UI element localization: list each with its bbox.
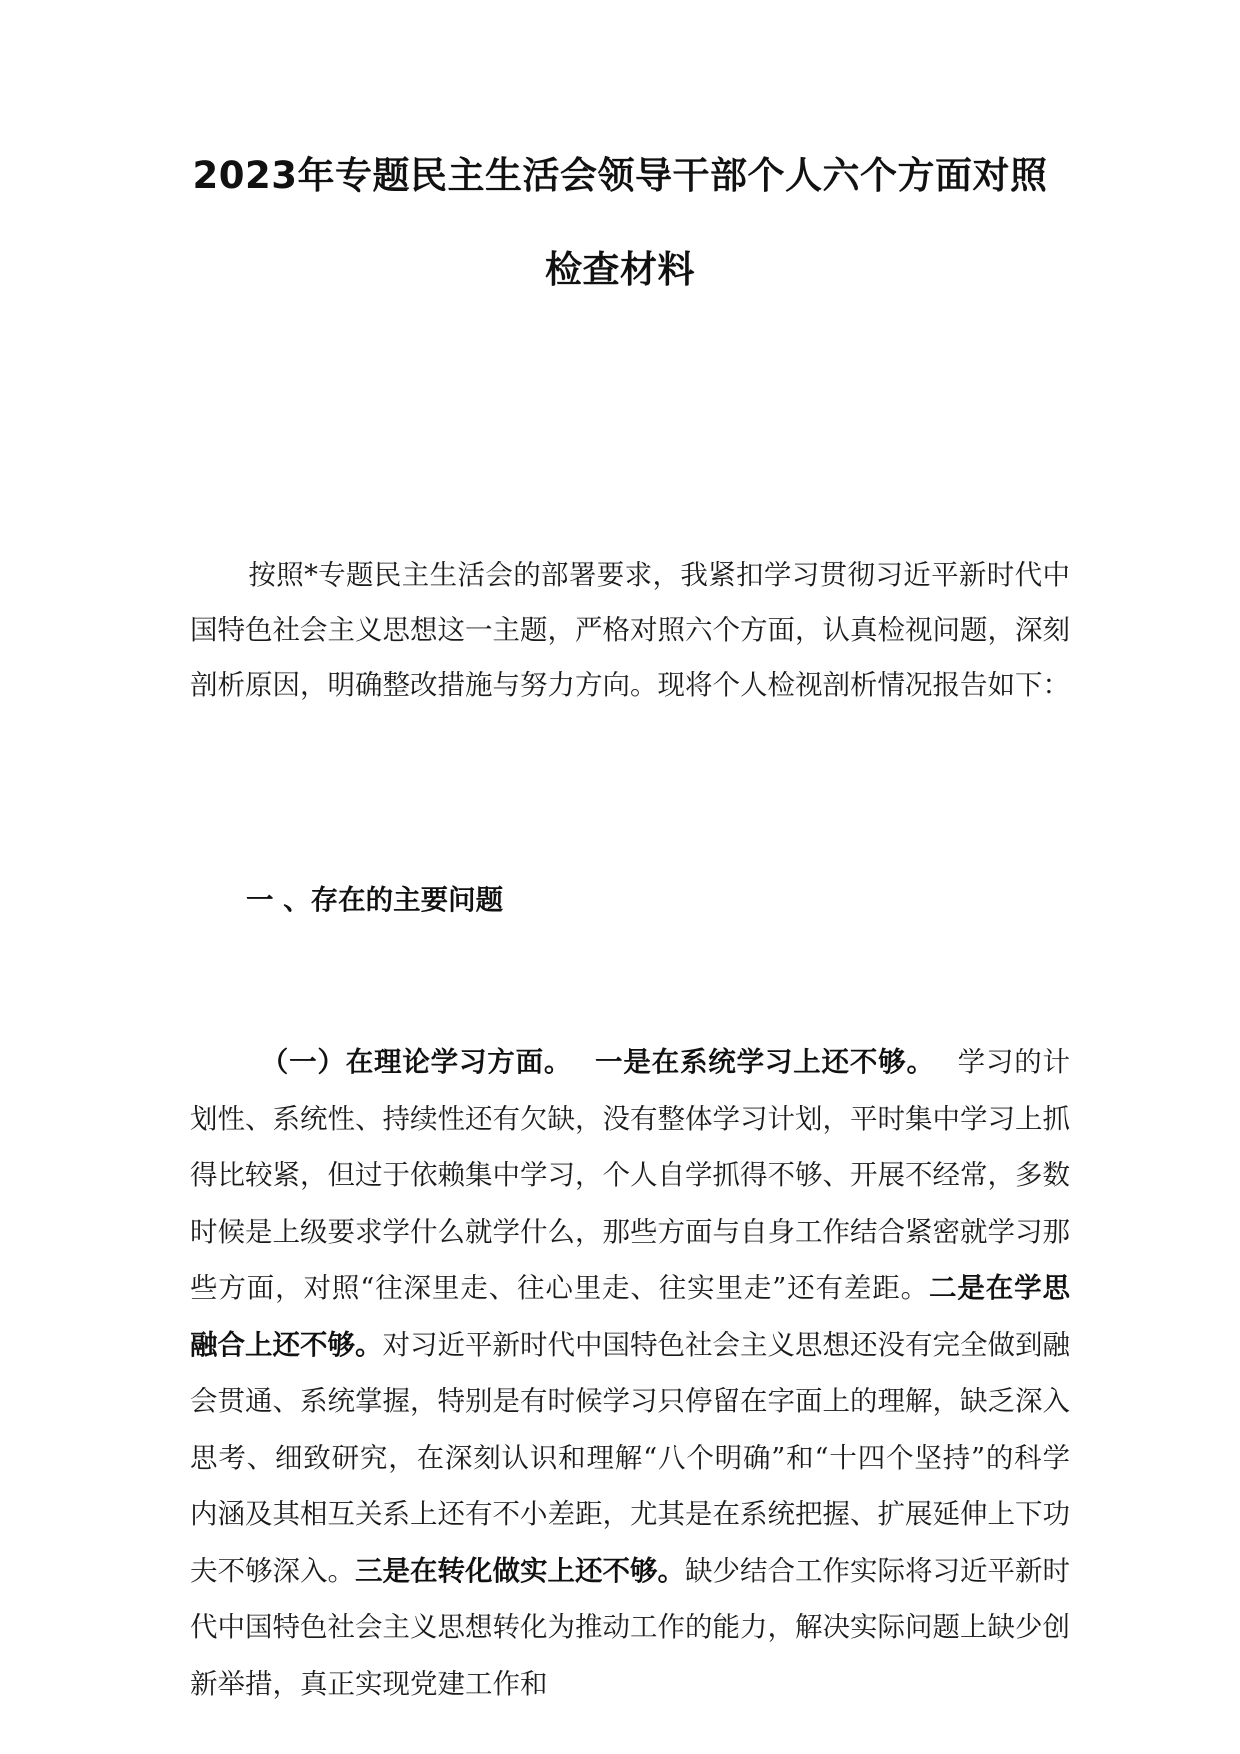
sub-heading: （一）在理论学习方面。: [260, 1046, 573, 1078]
body-paragraph: [190, 1034, 1070, 1712]
point-1-text: 学习的计划性、系统性、持续性还有欠缺，没有整体学习计划，平时集中学习上抓得比较紧，但过于依赖集中学习，个人自学抓得不够、开展不经常，多数时候是上级要求学什么就学什么，那些方面与自身工作结合紧密就学习那些方面，对照“往深里走、往心里走、往实里走”还有差距。: [190, 1046, 1071, 1304]
intro-paragraph: [190, 548, 1070, 713]
intro-text: 按照*专题民主生活会的部署要求，我紧扣学习贯彻习近平新时代中国特色社会主义思想这一主题，严格对照六个方面，认真检视问题，深刻剖析原因，明确整改措施与努力方向。现将个人检视剖析情况报告如下：: [190, 559, 1070, 701]
point-3-heading: 三是在转化做实上还不够。: [355, 1554, 685, 1587]
point-3-text: 缺少结合工作实际将习近平新时代中国特色社会主义思想转化为推动工作的能力，解决实际问题上缺少创新举措，真正实现党建工作和: [190, 1554, 1070, 1700]
point-2-text: 对习近平新时代中国特色社会主义思想还没有完全做到融会贯通、系统掌握，特别是有时候学习只停留在字面上的理解，缺乏深入思考、细致研究，在深刻认识和理解“八个明确”和“十四个坚持”的科学内涵及其相互关系上还有不小差距，尤其是在系统把握、扩展延伸上下功夫不够深入。: [190, 1328, 1070, 1587]
document-title-line-2: 检查材料: [545, 248, 695, 291]
document-title-line-1: 2023年专题民主生活会领导干部个人六个方面对照: [192, 154, 1048, 197]
point-1-heading: 一是在系统学习上还不够。: [594, 1046, 935, 1078]
section-heading: 一 、存在的主要问题: [246, 884, 504, 916]
point-2-heading: 二是在学思融合上还不够。: [190, 1272, 1070, 1361]
